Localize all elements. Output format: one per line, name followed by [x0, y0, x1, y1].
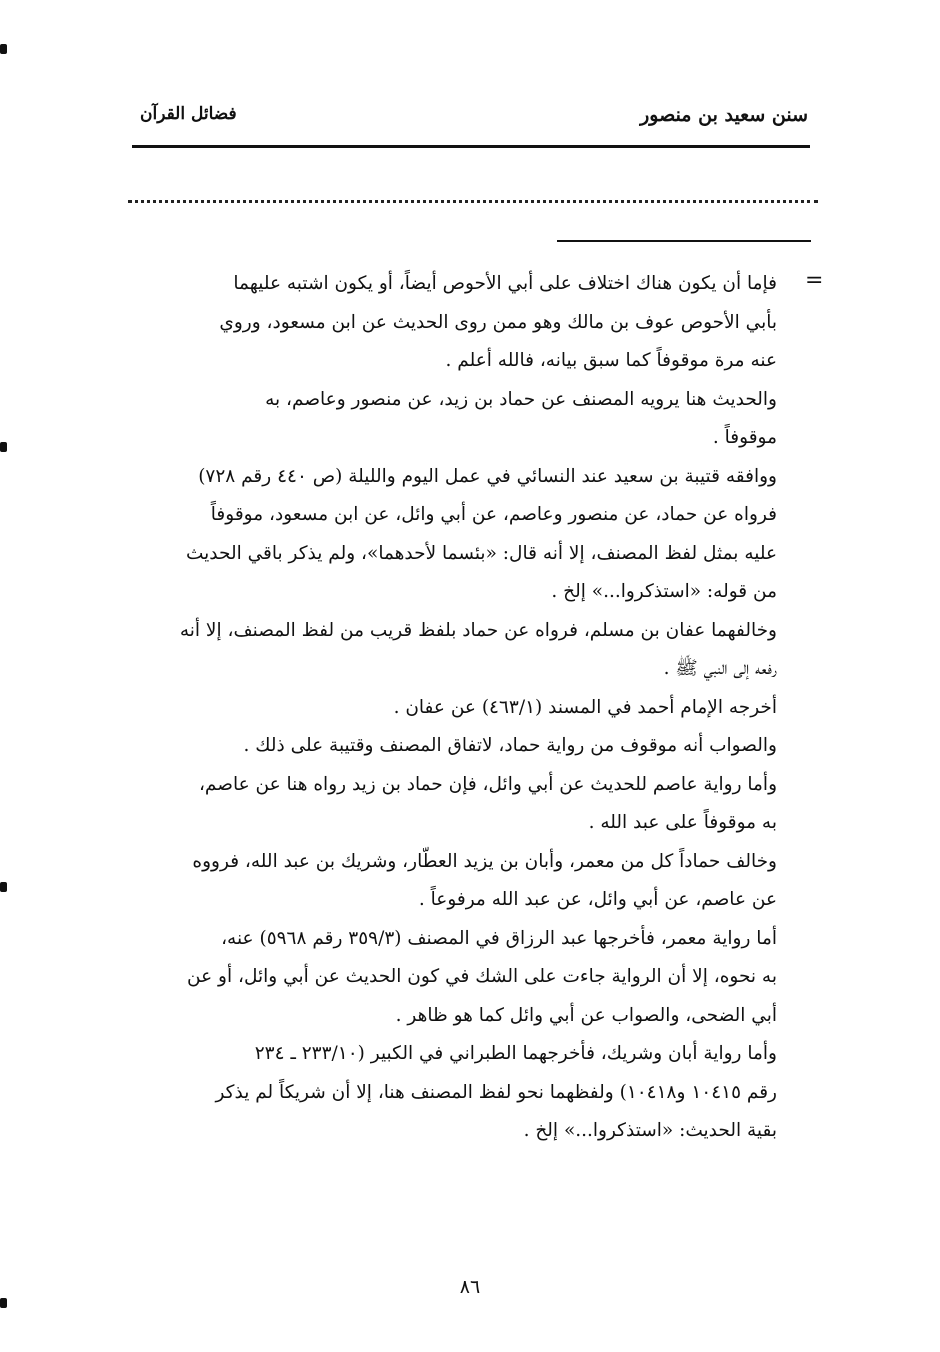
- footnote-rule: [557, 240, 811, 242]
- text-line: أخرجه الإمام أحمد في المسند (٤٦٣/١) عن عفان .: [393, 696, 777, 718]
- text-line: موقوفاً .: [712, 427, 777, 448]
- text-line: وأما رواية عاصم للحديث عن أبي وائل، فإن حماد بن زيد رواه هنا عن عاصم،: [198, 773, 777, 795]
- text-line: أما رواية معمر، فأخرجها عبد الرزاق في المصنف (٣٥٩/٣ رقم ٥٩٦٨) عنه،: [221, 927, 777, 949]
- footnote-body: [125, 265, 777, 1151]
- section-title: فضائل القرآن: [140, 104, 237, 124]
- text-line: فإما أن يكون هناك اختلاف على أبي الأحوص أيضاً، أو يكون اشتبه عليهما: [233, 273, 777, 294]
- text-line: وخالفهما عفان بن مسلم، فرواه عن حماد بلفظ قريب من لفظ المصنف، إلا أنه: [179, 619, 777, 641]
- book-title: سنن سعيد بن منصور: [640, 104, 808, 126]
- text-line: والحديث هنا يرويه المصنف عن حماد بن زيد، عن منصور وعاصم، به: [265, 388, 777, 410]
- text-line: وأما رواية أبان وشريك، فأخرجهما الطبراني في الكبير (٢٣٣/١٠ ـ ٢٣٤: [254, 1043, 777, 1064]
- text-line: به موقوفاً على عبد الله .: [588, 812, 777, 833]
- scan-mark: [0, 1298, 7, 1308]
- text-line: وخالف حماداً كل من معمر، وأبان بن يزيد العطّار، وشريك بن عبد الله، فرووه: [192, 850, 777, 872]
- header-rule: [132, 145, 810, 148]
- text-line: والصواب أنه موقوف من رواية حماد، لاتفاق المصنف وقتيبة على ذلك .: [243, 735, 777, 756]
- text-line: من قوله: «استذكروا...» إلخ .: [551, 581, 777, 602]
- scan-mark: [0, 442, 7, 452]
- text-line: بقية الحديث: «استذكروا...» إلخ .: [523, 1120, 777, 1141]
- text-line: أبي الضحى، والصواب عن أبي وائل كما هو ظاهر .: [395, 1004, 777, 1026]
- page-number: ٨٦: [459, 1276, 481, 1298]
- text-line: عليه بمثل لفظ المصنف، إلا أنه قال: «بئسما لأحدهما»، ولم يذكر باقي الحديث: [185, 542, 777, 564]
- text-line: به نحوه، إلا أن الرواية جاءت على الشك في كون الحديث عن أبي وائل، أو عن: [187, 966, 777, 987]
- dotted-separator: [128, 186, 818, 203]
- text-line: ووافقه قتيبة بن سعيد عند النسائي في عمل اليوم والليلة (ص ٤٤٠ رقم ٧٢٨): [198, 465, 777, 487]
- text-line: بأبي الأحوص عوف بن مالك وهو ممن روى الحديث عن ابن مسعود، وروي: [219, 311, 777, 333]
- text-line: عن عاصم، عن أبي وائل، عن عبد الله مرفوعاً .: [418, 889, 777, 910]
- continuation-mark: =: [805, 268, 824, 293]
- text-line: رقم ١٠٤١٥ و١٠٤١٨) ولفظهما نحو لفظ المصنف هنا، إلا أن شريكاً لم يذكر: [215, 1081, 777, 1103]
- scan-mark: [0, 44, 7, 54]
- scan-mark: [0, 882, 7, 892]
- text-line: رفعه إلى النبي ﷺ .: [663, 658, 777, 679]
- running-header: [130, 100, 812, 140]
- text-line: عنه مرة موقوفاً كما سبق بيانه، فالله أعلم .: [445, 350, 777, 371]
- text-line: فرواه عن حماد، عن منصور وعاصم، عن أبي وائل، عن ابن مسعود، موقوفاً: [210, 504, 777, 525]
